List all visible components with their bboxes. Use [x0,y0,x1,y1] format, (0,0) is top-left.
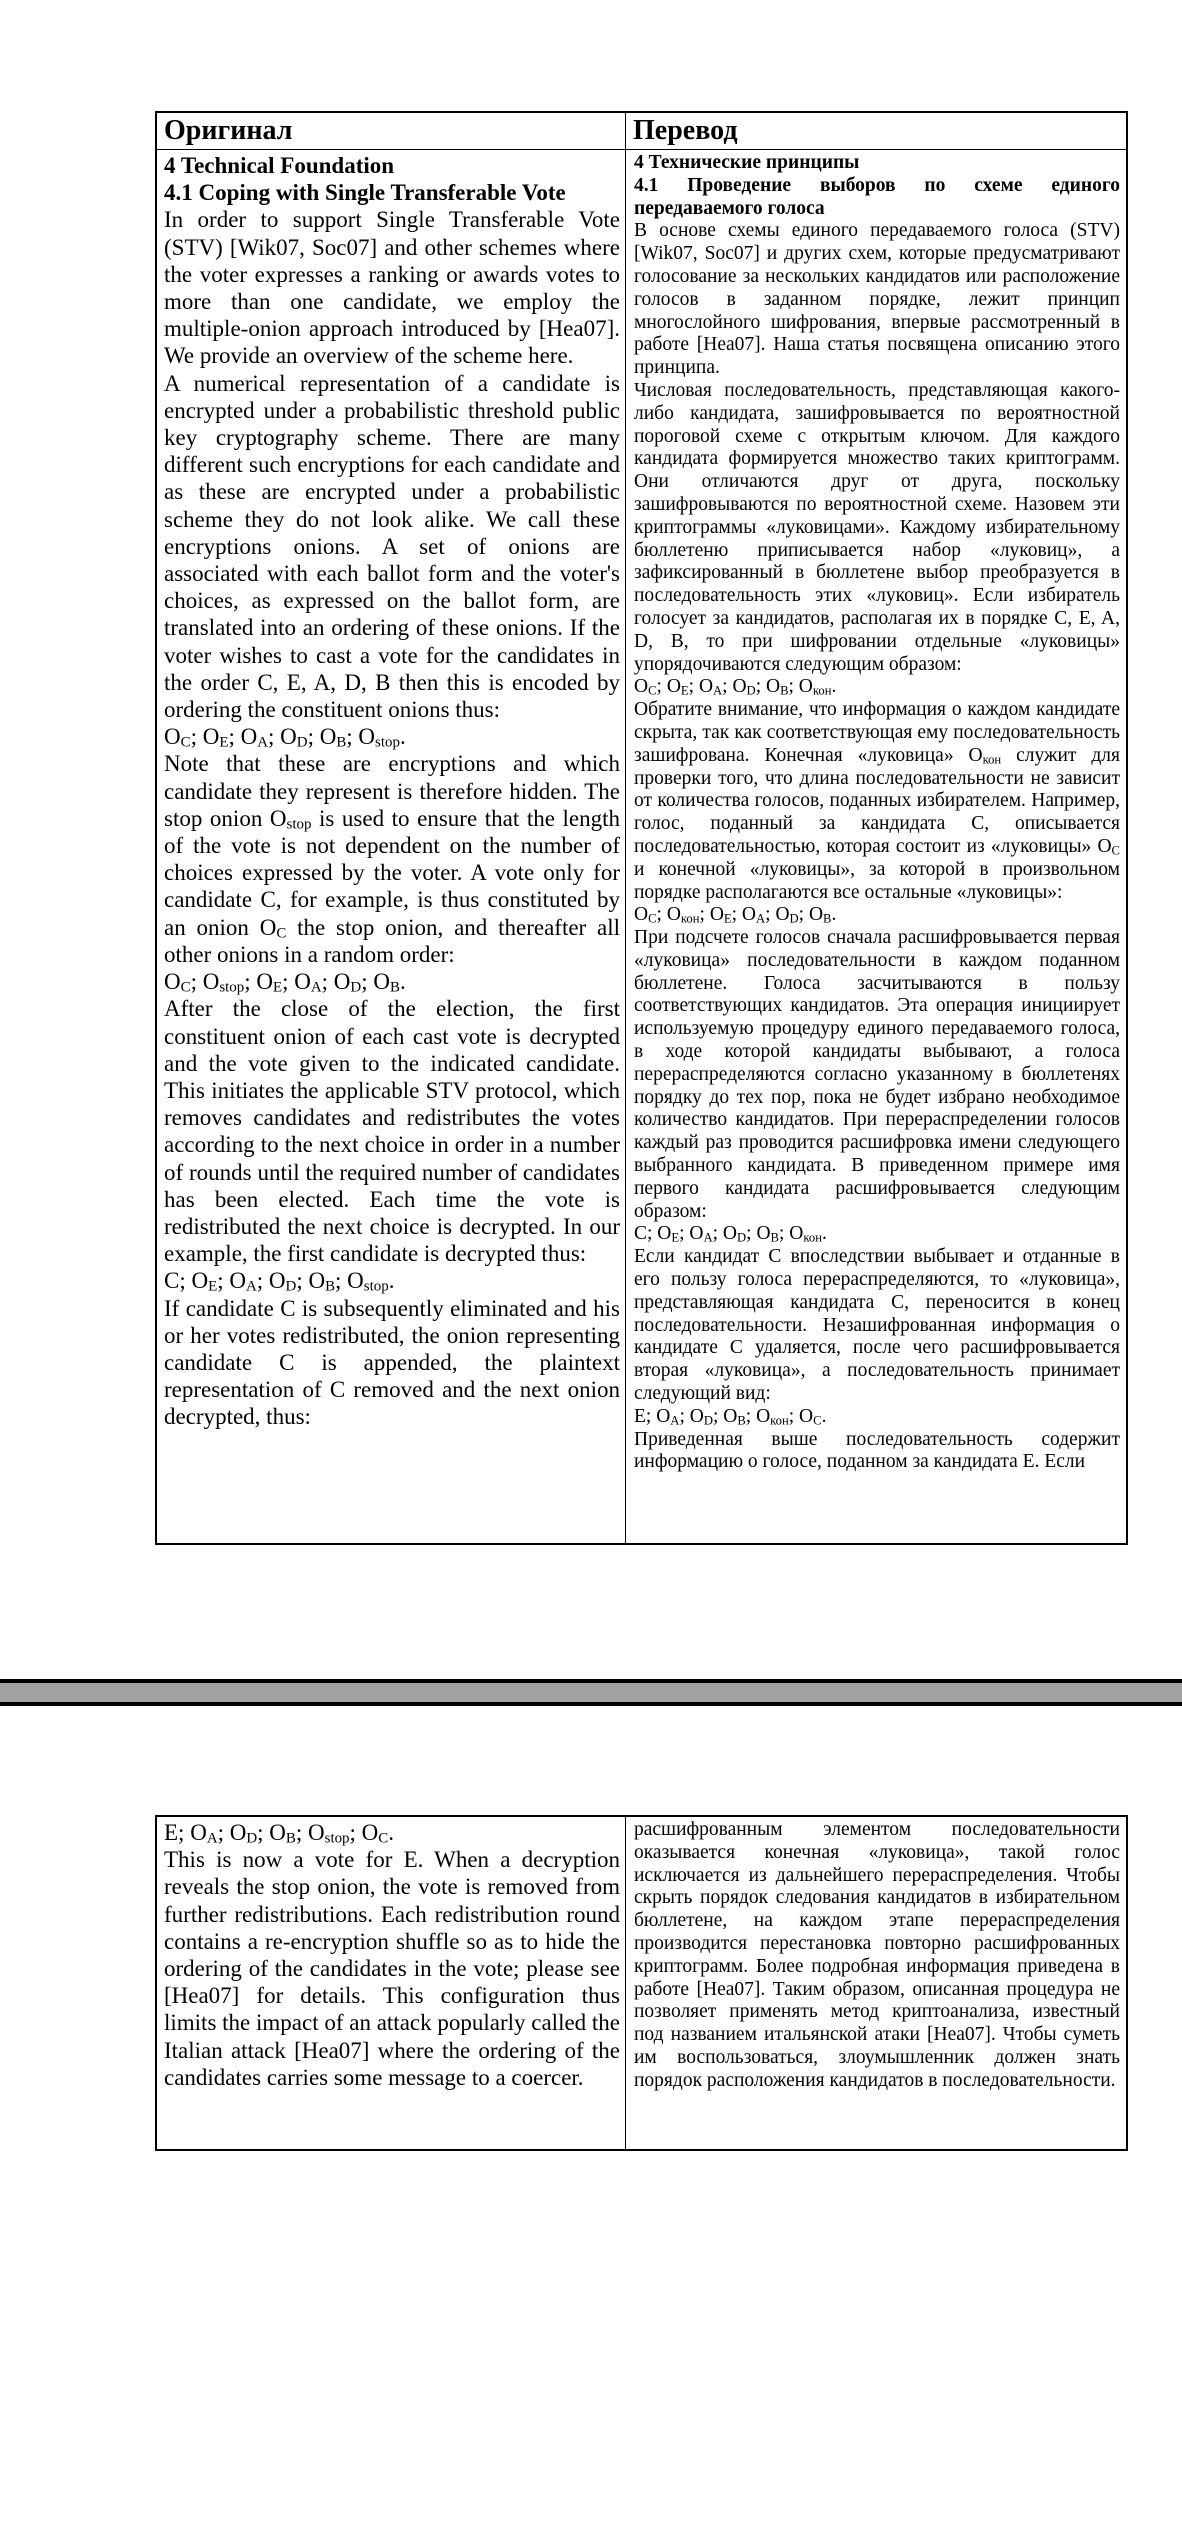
translation-text-cell-page1 [625,150,1126,1543]
paragraph: Приведенная выше последовательность содержит информацию о голосе, поданном за кандидата E. Если [634,1428,1120,1473]
onion-formula: $O_C$; $O_E$; $O_A$; $O_D$; $O_B$; $O_{кон}$. [634,676,837,698]
paragraph: При подсчете голосов сначала расшифровывается первая «луковица» последовательности в каждом поданном бюллетене. Голоса засчитываются в пользу соответствующих кандидатов. Эта операция инициирует используемую процедуру единого передаваемого голоса, в ходе которой кандидаты выбывают, а голоса перераспределяются согласно указанному в бюллетенях порядку до тех пор, пока не будет избрано необходимое количество кандидатов. При перераспределении голосов каждый раз проводится расшифровка имени следующего выбранного кандидата. В приведенном примере имя первого кандидата расшифровывается следующим образом: [634,927,1120,1222]
onion-formula: E; $O_A$; $O_D$; $O_B$; $O_{stop}$; $O_C$. [164,1820,394,1847]
paragraph: В основе схемы единого передаваемого голоса (STV) [Wik07, Soc07] и других схем, которые предусматривают голосование за нескольких кандидатов или расположение голосов в заданном порядке, лежит принцип многослойного шифрования, впервые рассмотренный в работе [Hea07]. Наша статья посвящена описанию этого принципа. [634,220,1120,379]
onion-formula: C; $O_E$; $O_A$; $O_D$; $O_B$; $O_{кон}$. [634,1223,827,1245]
section-heading: 4 Технические принципы [634,152,860,173]
translation-text-cell-page2 [625,1817,1126,2149]
paragraph: After the close of the election, the first constituent onion of each cast vote is decrypted and the vote given to the indicated candidate. This initiates the applicable STV protocol, which removes candidates and redistributes the votes according to the next choice in order in a number of rounds until the required number of candidates has been elected. Each time the vote is redistributed the next choice is decrypted. In our example, the first candidate is decrypted thus: [164,996,620,1267]
onion-formula: E; $O_A$; $O_D$; $O_B$; $O_{кон}$; $O_C$. [634,1405,827,1428]
paragraph: A numerical representation of a candidate is encrypted under a probabilistic threshold public key cryptography scheme. There are many different such encryptions for each candidate and as these are encrypted under a probabilistic scheme they do not look alike. We call these encryptions onions. A set of onions are associated with each ballot form and the voter's choices, as expressed on the ballot form, are translated into an ordering of these onions. If the voter wishes to cast a vote for the candidates in the order C, E, A, D, B then this is encoded by ordering the constituent onions thus: [164,370,620,723]
onion-formula: $O_C$; $O_{stop}$; $O_E$; $O_A$; $O_D$; $O_B$. [164,969,406,996]
paragraph: Обратите внимание, что информация о каждом кандидате скрыта, так как соответствующая ему последовательность зашифрована. Конечная «луковица» $O_{кон}$ служит для проверки того, что длина последовательности не зависит от количества голосов, поданных избирателем. Например, голос, поданный за кандидата C, описывается последовательностью, которая состоит из «луковицы» $O_C$ и конечной «луковицы», за которой в произвольном порядке располагаются все остальные «луковицы»: [634,699,1120,903]
column-header-translation: Перевод [625,113,1126,150]
section-heading: 4.1 Coping with Single Transferable Vote [164,180,566,206]
paragraph: In order to support Single Transferable Vote (STV) [Wik07, Soc07] and other schemes where the voter expresses a ranking or awards votes to more than one candidate, we employ the multiple-onion approach introduced by [Hea07]. We provide an overview of the scheme here. [164,207,620,369]
original-text-cell-page2 [157,1817,625,2149]
paragraph: Числовая последовательность, представляющая какого-либо кандидата, зашифровывается по вероятностной пороговой схеме с открытым ключом. Для каждого кандидата формируется множество таких криптограмм. Они отличаются друг от друга, поскольку зашифровываются по вероятностной схеме. Назовем эти криптограммы «луковицами». Каждому избирательному бюллетеню приписывается набор «луковиц», а зафиксированный в бюллетене выбор преобразуется в последовательность этих «луковиц». Если избиратель голосует за кандидатов, располагая их в порядке C, E, A, D, B, то при шифровании отдельные «луковицы» упорядочиваются следующим образом: [634,379,1120,675]
paragraph: расшифрованным элементом последовательности оказывается конечная «луковица», такой голос исключается из дальнейшего перераспределения. Чтобы скрыть порядок следования кандидатов в избирательном бюллетене, на каждом этапе перераспределения производится перестановка повторно расшифрованных криптограмм. Более подробная информация приведена в работе [Hea07]. Таким образом, описанная процедура не позволяет применять метод криптоанализа, известный под названием итальянской атаки [Hea07]. Чтобы суметь им воспользоваться, злоумышленник должен знать порядок расположения кандидатов в последовательности. [634,1819,1120,2091]
paragraph: Note that these are encryptions and which candidate they represent is therefore hidden. The stop onion $O_{stop}$ is used to ensure that the length of the vote is not dependent on the number of choices expressed by the voter. A vote only for candidate C, for example, is thus constituted by an onion $O_C$ the stop onion, and thereafter all other onions in a random order: [164,751,620,967]
onion-formula: C; $O_E$; $O_A$; $O_D$; $O_B$; $O_{stop}$. [164,1268,395,1296]
section-heading: 4.1 Проведение выборов по схеме единого передаваемого голоса [634,174,1120,219]
translation-table-page1 [155,111,1128,1545]
page-break-bar [0,1679,1182,1706]
onion-formula: $O_C$; $O_E$; $O_A$; $O_D$; $O_B$; $O_{stop}$. [164,724,406,751]
translation-table-page2 [155,1815,1128,2151]
paragraph: This is now a vote for E. When a decryption reveals the stop onion, the vote is removed from further redistributions. Each redistribution round contains a re-encryption shuffle so as to hide the ordering of the candidates in the vote; please see [Hea07] for details. This configuration thus limits the impact of an attack popularly called the Italian attack [Hea07] where the ordering of the candidates carries some message to a coercer. [164,1847,621,2090]
original-text-cell-page1 [157,150,625,1543]
paragraph: If candidate C is subsequently eliminated and his or her votes redistributed, the onion representing candidate C is appended, the plaintext representation of C removed and the next onion decrypted, thus: [164,1295,620,1430]
section-heading: 4 Technical Foundation [164,153,395,178]
column-header-original: Оригинал [157,113,625,150]
paragraph: Если кандидат C впоследствии выбывает и отданные в его пользу голоса перераспределяются, то «луковица», представляющая кандидата C, переносится в конец последовательности. Незашифрованная информация о кандидате C удаляется, после чего расшифровывается вторая «луковица», а последовательность принимает следующий вид: [634,1246,1120,1405]
onion-formula: $O_C$; $O_{кон}$; $O_E$; $O_A$; $O_D$; $O_B$. [634,904,837,926]
